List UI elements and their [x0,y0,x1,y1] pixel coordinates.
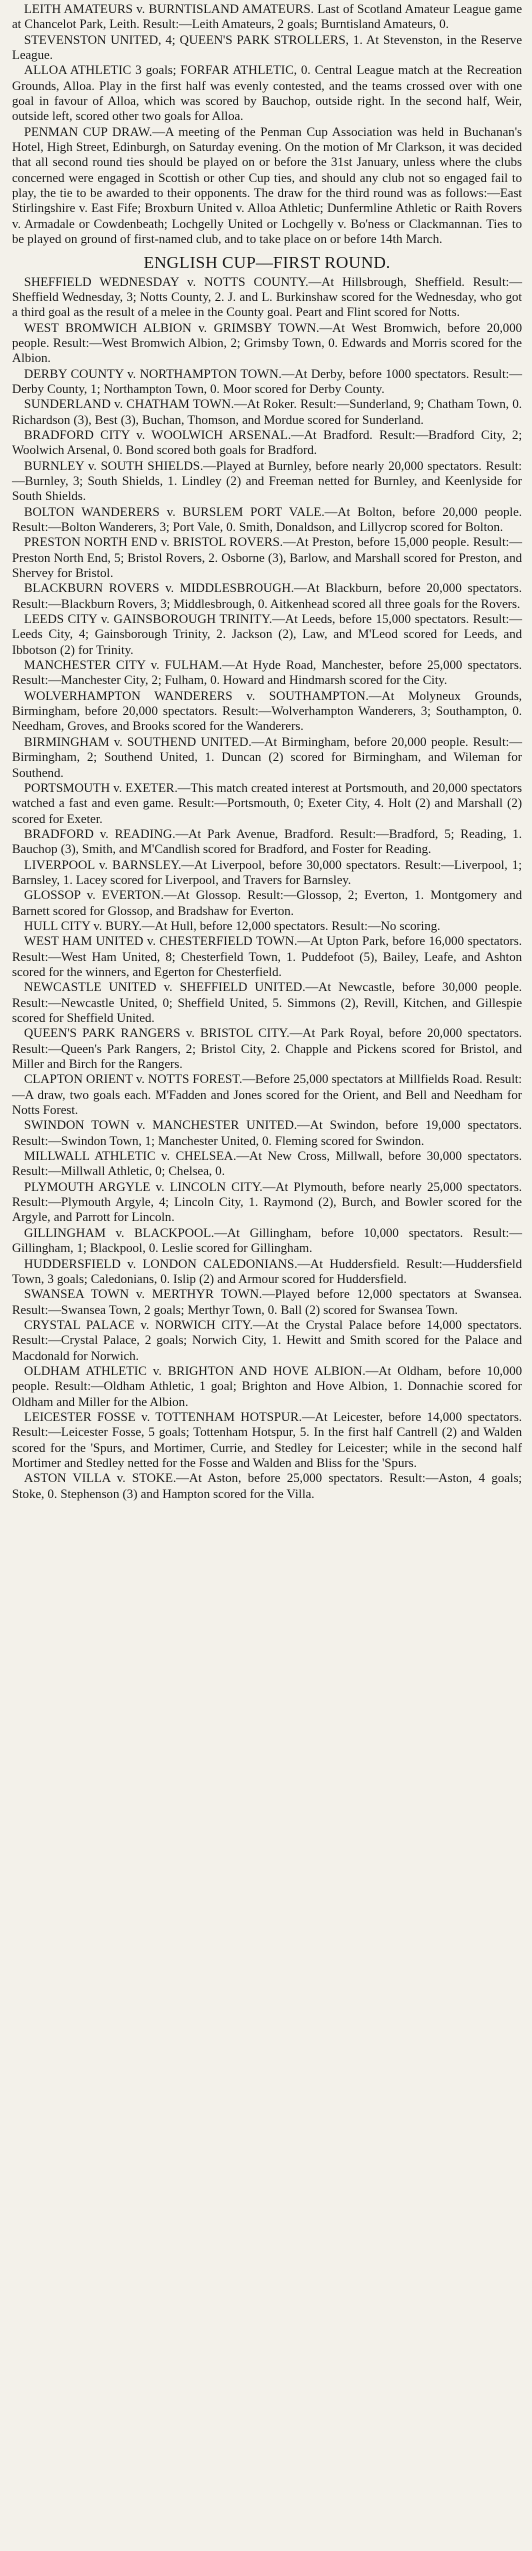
cup-tie-report: BOLTON WANDERERS v. BURSLEM PORT VALE.—At Bolton, before 20,000 people. Result:—Bolton Wanderers, 3; Port Vale, 0. Smith, Donaldson, and Lillycrop scored for Bolton. [12,504,522,534]
cup-tie-report: HULL CITY v. BURY.—At Hull, before 12,000 spectators. Result:—No scoring. [24,918,441,933]
cup-tie-report: BRADFORD v. READING.—At Park Avenue, Bradford. Result:—Bradford, 5; Reading, 1. Bauchop (3), Smith, and M'Candlish scored for Bradford, and Foster for Reading. [12,826,522,857]
match-report: STEVENSTON UNITED, 4; QUEEN'S PARK STROLLERS, 1. At Stevenston, in the Reserve League. [12,32,522,63]
cup-tie-report: PRESTON NORTH END v. BRISTOL ROVERS.—At Preston, before 15,000 people. Result:—Preston North End, 5; Bristol Rovers, 2. Osborne (3), Barlow, and Marshall scored for Preston, and Shervey for Bristol. [12,535,522,581]
cup-tie-report: SHEFFIELD WEDNESDAY v. NOTTS COUNTY.—At Hillsbrough, Sheffield. Result:—Sheffield Wednesday, 3; Notts County, 2. J. and L. Burkinshaw scored for the Wednesday, who got a third goal as the result of a melee in the County goal. Peart and Flint scored for Notts. [12,274,522,320]
match-report: PENMAN CUP DRAW.—A meeting of the Penman Cup Association was held in Buchanan's Hotel, High Street, Edinburgh, on Saturday evening. On the motion of Mr Clarkson, it was decided that all second round ties should be played on or before the 31st January, unless where the clubs concerned were engaged in Scottish or other Cup ties, and should any club not so engaged fail to play, the tie to be awarded to their opponents. The draw for the third round was as follows:—East Stirlingshire v. East Fife; Broxburn United v. Alloa Athletic; Dunfermline Athletic or Raith Rovers v. Armadale or Cowdenbeath; Lochgelly United or Lochgelly v. Bo'ness or Clackmannan. Ties to be played on ground of first-named club, and to take place on or before 14th March. [12,124,522,247]
cup-tie-report: NEWCASTLE UNITED v. SHEFFIELD UNITED.—At Newcastle, before 30,000 people. Result:—Newcastle United, 0; Sheffield United, 5. Simmons (2), Revill, Kitchen, and Gillespie scored for Sheffield United. [12,980,522,1025]
cup-tie-report: WEST BROMWICH ALBION v. GRIMSBY TOWN.—At West Bromwich, before 20,000 people. Result:—West Bromwich Albion, 2; Grimsby Town, 0. Edwards and Morris scored for the Albion. [12,320,522,366]
scottish-football-section [12,2,522,248]
cup-tie-report: CLAPTON ORIENT v. NOTTS FOREST.—Before 25,000 spectators at Millfields Road. Result:—A draw, two goals each. M'Fadden and Jones scored for the Orient, and Bell and Needham for Notts Forest. [12,1072,522,1118]
cup-tie-report: SWINDON TOWN v. MANCHESTER UNITED.—At Swindon, before 19,000 spectators. Result:—Swindon Town, 1; Manchester United, 0. Fleming scored for Swindon. [12,1118,522,1148]
cup-tie-report: PORTSMOUTH v. EXETER.—This match created interest at Portsmouth, and 20,000 spectators watched a fast and even game. Result:—Portsmouth, 0; Exeter City, 4. Holt (2) and Marshall (2) scored for Exeter. [12,780,522,826]
cup-tie-report: DERBY COUNTY v. NORTHAMPTON TOWN.—At Derby, before 1000 spectators. Result:—Derby County, 1; Northampton Town, 0. Moor scored for Derby County. [12,366,522,396]
cup-tie-report: BURNLEY v. SOUTH SHIELDS.—Played at Burnley, before nearly 20,000 spectators. Result:—Burnley, 3; South Shields, 1. Lindley (2) and Freeman netted for Burnley, and Keenlyside for South Shields. [12,458,522,504]
match-report: LEITH AMATEURS v. BURNTISLAND AMATEURS. Last of Scotland Amateur League game at Chancelot Park, Leith. Result:—Leith Amateurs, 2 goals; Burntisland Amateurs, 0. [12,2,522,32]
match-report: ALLOA ATHLETIC 3 goals; FORFAR ATHLETIC, 0. Central League match at the Recreation Grounds, Alloa. Play in the first half was evenly contested, and the teams crossed over with one goal in favour of Alloa, which was scored by Bauchop, outside right. In the second half, Weir, outside left, scored other two goals for Alloa. [12,63,522,124]
cup-tie-report: WOLVERHAMPTON WANDERERS v. SOUTHAMPTON.—At Molyneux Grounds, Birmingham, before 20,000 spectators. Result:—Wolverhampton Wanderers, 3; Southampton, 0. Needham, Groves, and Brooks scored for the Wanderers. [12,688,522,734]
cup-tie-report: GILLINGHAM v. BLACKPOOL.—At Gillingham, before 10,000 spectators. Result:—Gillingham, 1; Blackpool, 0. Leslie scored for Gillingham. [12,1225,522,1256]
cup-tie-report: LEICESTER FOSSE v. TOTTENHAM HOTSPUR.—At Leicester, before 14,000 spectators. Result:—Leicester Fosse, 5 goals; Tottenham Hotspur, 5. In the first half Cantrell (2) and Walden scored for the 'Spurs, and Mortimer, Currie, and Stedley for Leicester; while in the second half Mortimer and Stedley netted for the Fosse and Walden and Bliss for the 'Spurs. [12,1409,522,1470]
cup-tie-report: GLOSSOP v. EVERTON.—At Glossop. Result:—Glossop, 2; Everton, 1. Montgomery and Barnett scored for Glossop, and Bradshaw for Everton. [12,888,522,918]
cup-tie-report: ASTON VILLA v. STOKE.—At Aston, before 25,000 spectators. Result:—Aston, 4 goals; Stoke, 0. Stephenson (3) and Hampton scored for the Villa. [12,1471,522,1501]
cup-tie-report: OLDHAM ATHLETIC v. BRIGHTON AND HOVE ALBION.—At Oldham, before 10,000 people. Result:—Oldham Athletic, 1 goal; Brighton and Hove Albion, 1. Donnachie scored for Oldham and Miller for the Albion. [12,1363,522,1409]
english-cup-results-section [12,275,522,1503]
cup-tie-report: MANCHESTER CITY v. FULHAM.—At Hyde Road, Manchester, before 25,000 spectators. Result:—Manchester City, 2; Fulham, 0. Howard and Hindmarsh scored for the City. [12,658,522,688]
cup-tie-report: LIVERPOOL v. BARNSLEY.—At Liverpool, before 30,000 spectators. Result:—Liverpool, 1; Barnsley, 1. Lacey scored for Liverpool, and Travers for Barnsley. [12,857,522,887]
cup-tie-report: PLYMOUTH ARGYLE v. LINCOLN CITY.—At Plymouth, before nearly 25,000 spectators. Result:—Plymouth Argyle, 4; Lincoln City, 1. Raymond (2), Burch, and Bowler scored for the Argyle, and Parrott for Lincoln. [12,1179,522,1225]
cup-tie-report: SWANSEA TOWN v. MERTHYR TOWN.—Played before 12,000 spectators at Swansea. Result:—Swansea Town, 2 goals; Merthyr Town, 0. Ball (2) scored for Swansea Town. [12,1287,522,1317]
cup-tie-report: LEEDS CITY v. GAINSBOROUGH TRINITY.—At Leeds, before 15,000 spectators. Result:—Leeds City, 4; Gainsborough Trinity, 2. Jackson (2), Law, and M'Leod scored for Leeds, and Ibbotson (2) for Trinity. [12,612,522,657]
cup-tie-report: BRADFORD CITY v. WOOLWICH ARSENAL.—At Bradford. Result:—Bradford City, 2; Woolwich Arsenal, 0. Bond scored both goals for Bradford. [12,427,522,458]
cup-tie-report: SUNDERLAND v. CHATHAM TOWN.—At Roker. Result:—Sunderland, 9; Chatham Town, 0. Richardson (3), Best (3), Buchan, Thomson, and Mordue scored for Sunderland. [12,397,522,427]
english-cup-heading: ENGLISH CUP—FIRST ROUND. [143,252,391,272]
cup-tie-report: QUEEN'S PARK RANGERS v. BRISTOL CITY.—At Park Royal, before 20,000 spectators. Result:—Queen's Park Rangers, 2; Bristol City, 2. Chapple and Pickens scored for Bristol, and Miller and Birch for the Rangers. [12,1026,522,1072]
cup-tie-report: BIRMINGHAM v. SOUTHEND UNITED.—At Birmingham, before 20,000 people. Result:—Birmingham, 2; Southend United, 1. Duncan (2) scored for Birmingham, and Wileman for Southend. [12,734,522,780]
cup-tie-report: MILLWALL ATHLETIC v. CHELSEA.—At New Cross, Millwall, before 30,000 spectators. Result:—Millwall Athletic, 0; Chelsea, 0. [12,1149,522,1179]
cup-tie-report: HUDDERSFIELD v. LONDON CALEDONIANS.—At Huddersfield. Result:—Huddersfield Town, 3 goals; Caledonians, 0. Islip (2) and Armour scored for Huddersfield. [12,1256,522,1286]
cup-tie-report: CRYSTAL PALACE v. NORWICH CITY.—At the Crystal Palace before 14,000 spectators. Result:—Crystal Palace, 2 goals; Norwich City, 1. Hewitt and Smith scored for the Palace and Macdonald for Norwich. [12,1317,522,1363]
cup-tie-report: WEST HAM UNITED v. CHESTERFIELD TOWN.—At Upton Park, before 16,000 spectators. Result:—West Ham United, 8; Chesterfield Town, 1. Puddefoot (5), Bailey, Leafe, and Ashton scored for the winners, and Egerton for Chesterfield. [12,934,522,979]
cup-tie-report: BLACKBURN ROVERS v. MIDDLESBROUGH.—At Blackburn, before 20,000 spectators. Result:—Blackburn Rovers, 3; Middlesbrough, 0. Aitkenhead scored all three goals for the Rovers. [12,581,522,611]
